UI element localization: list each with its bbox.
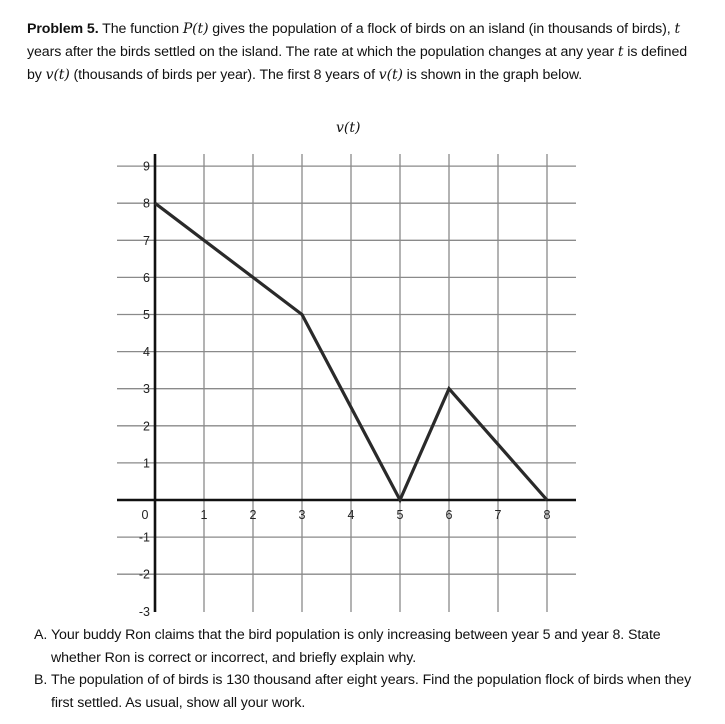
y-tick-label: 4 [143, 345, 150, 360]
math-t: t [617, 44, 624, 60]
y-tick-label: 9 [143, 159, 150, 174]
x-tick-label: 6 [445, 508, 453, 522]
math-t: t [674, 21, 680, 37]
x-tick-label: 7 [494, 508, 502, 522]
chart-title: v(t) [336, 120, 361, 136]
problem-text: The function [98, 21, 183, 37]
math-v-of-t: v(t) [378, 67, 403, 83]
x-tick-label: 5 [396, 508, 404, 522]
y-tick-label: -1 [138, 530, 150, 545]
x-tick-label: 8 [543, 508, 551, 522]
math-v-of-t: v(t) [45, 67, 70, 83]
problem-label: Problem 5. [27, 21, 99, 37]
y-tick-label: 5 [143, 308, 150, 322]
y-tick-label: 7 [143, 233, 150, 248]
y-tick-label: 6 [143, 270, 150, 285]
question-text: Your buddy Ron claims that the bird population is only increasing between year 5 and year 8. State whether Ron is correct or incorrect, and briefly explain why. [51, 627, 661, 666]
x-tick-label: 4 [347, 508, 355, 522]
x-tick-label: 3 [298, 508, 306, 522]
problem-text: (thousands of birds per year). The first 8 years of [69, 67, 379, 83]
question-label: A. [34, 627, 48, 643]
x-tick-label: 2 [249, 508, 257, 522]
problem-text: is defined by [27, 44, 688, 83]
y-tick-label: -3 [138, 604, 150, 619]
question-a [34, 624, 704, 669]
y-tick-label: 8 [143, 196, 150, 211]
question-label: B. [34, 672, 48, 688]
problem-text: is shown in the graph below. [402, 67, 583, 83]
x-tick-label: 1 [200, 508, 208, 522]
question-text: The population of of birds is 130 thousand after eight years. Find the population flock of birds when they first settled. As usual, show all your work. [51, 672, 692, 711]
problem-text: gives the population of a flock of birds on an island (in thousands of birds), [208, 21, 675, 37]
question-list [34, 624, 704, 714]
problem-text: years after the birds settled on the island. The rate at which the population changes at any year [27, 44, 618, 60]
question-b [34, 669, 704, 714]
y-tick-label: -2 [138, 567, 150, 582]
y-tick-label: 3 [143, 382, 150, 397]
y-tick-label: 2 [143, 419, 150, 434]
x-tick-label: 0 [141, 508, 149, 522]
math-P-of-t: P(t) [182, 21, 209, 37]
y-tick-label: 1 [143, 456, 150, 471]
